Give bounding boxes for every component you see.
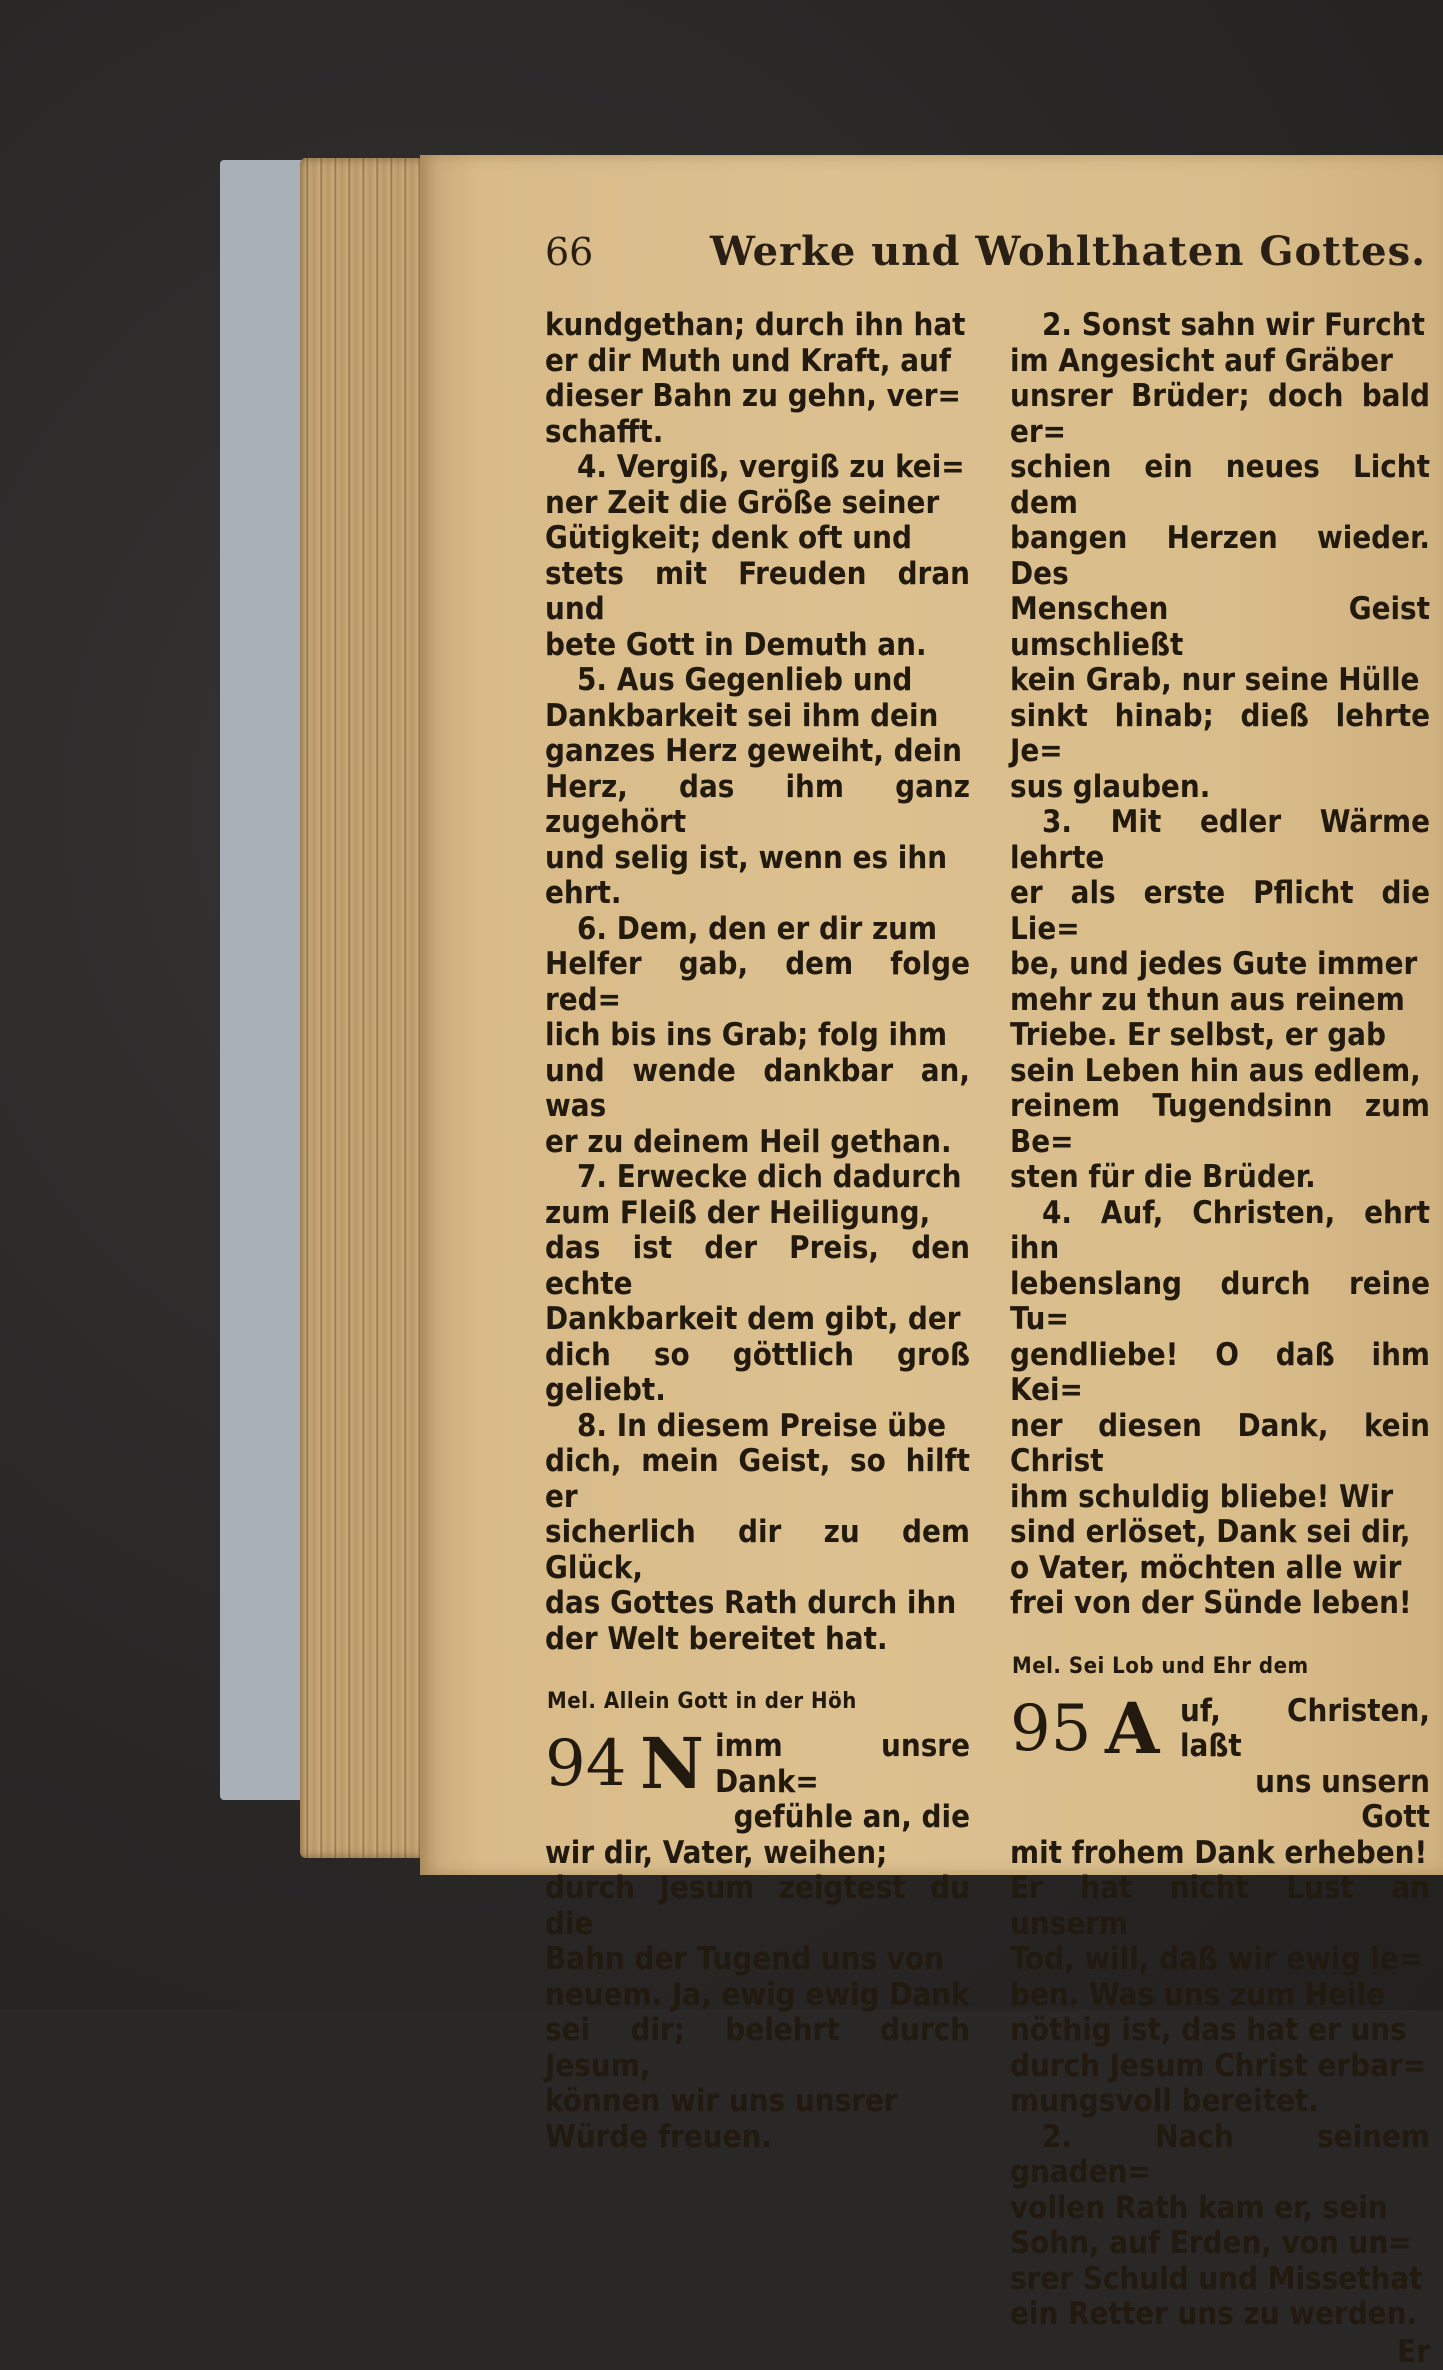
text-line: 5. Aus Gegenlieb und xyxy=(545,663,970,699)
text-line: können wir uns unsrer xyxy=(545,2084,970,2120)
verse-5 xyxy=(545,663,970,912)
text-line: 2. Nach seinem gnaden= xyxy=(1010,2120,1430,2191)
text-line: sein Leben hin aus edlem, xyxy=(1010,1054,1430,1090)
text-line: imm unsre Dank= xyxy=(715,1729,970,1800)
text-line: kein Grab, nur seine Hülle xyxy=(1010,663,1430,699)
hymn-94 xyxy=(545,1729,970,1836)
text-line: bete Gott in Demuth an. xyxy=(545,628,970,664)
text-line: Dankbarkeit dem gibt, der xyxy=(545,1302,970,1338)
melody-indication: Mel. Sei Lob und Ehr dem xyxy=(1010,1652,1430,1682)
text-line: durch Jesum zeigtest du die xyxy=(545,1871,970,1942)
text-line: uns unsern Gott xyxy=(1180,1765,1430,1836)
text-line: bangen Herzen wieder. Des xyxy=(1010,521,1430,592)
text-line: durch Jesum Christ erbar= xyxy=(1010,2049,1430,2085)
text-line: nöthig ist, das hat er uns xyxy=(1010,2013,1430,2049)
text-line: er als erste Pflicht die Lie= xyxy=(1010,876,1430,947)
text-line: 3. Mit edler Wärme lehrte xyxy=(1010,805,1430,876)
text-line: stets mit Freuden dran und xyxy=(545,557,970,628)
verse-4 xyxy=(1010,1196,1430,1622)
text-line: zum Fleiß der Heiligung, xyxy=(545,1196,970,1232)
running-title: Werke und Wohlthaten Gottes. xyxy=(710,228,1426,275)
text-line: ein Retter uns zu werden. xyxy=(1010,2297,1430,2333)
text-line: sei dir; belehrt durch Jesum, xyxy=(545,2013,970,2084)
text-line: und wende dankbar an, was xyxy=(545,1054,970,1125)
page-number: 66 xyxy=(545,230,593,274)
text-line: schafft. xyxy=(545,415,970,451)
verse-4 xyxy=(545,450,970,663)
text-line: ner diesen Dank, kein Christ xyxy=(1010,1409,1430,1480)
text-line: ben. Was uns zum Heile xyxy=(1010,1978,1430,2014)
text-line: mit frohem Dank erheben! xyxy=(1010,1836,1430,1872)
hymn-95 xyxy=(1010,1694,1430,1836)
text-line: ganzes Herz geweiht, dein xyxy=(545,734,970,770)
text-line: sus glauben. xyxy=(1010,770,1430,806)
text-line: das ist der Preis, den echte xyxy=(545,1231,970,1302)
verse-2 xyxy=(1010,308,1430,805)
text-line: o Vater, möchten alle wir xyxy=(1010,1551,1430,1587)
text-line: srer Schuld und Missethat xyxy=(1010,2262,1430,2298)
catchword: Er xyxy=(1010,2335,1430,2370)
left-column xyxy=(545,308,970,2155)
text-line: Helfer gab, dem folge red= xyxy=(545,947,970,1018)
text-line: mehr zu thun aus reinem xyxy=(1010,983,1430,1019)
text-line: lich bis ins Grab; folg ihm xyxy=(545,1018,970,1054)
drop-cap: A xyxy=(1105,1694,1159,1764)
text-line: Würde freuen. xyxy=(545,2120,970,2156)
text-line: be, und jedes Gute immer xyxy=(1010,947,1430,983)
text-line: 2. Sonst sahn wir Furcht xyxy=(1010,308,1430,344)
continuation-block xyxy=(545,308,970,450)
text-line: Herz, das ihm ganz zugehört xyxy=(545,770,970,841)
text-line: 6. Dem, den er dir zum xyxy=(545,912,970,948)
verse-3 xyxy=(1010,805,1430,1196)
text-line: Er hat nicht Lust an unserm xyxy=(1010,1871,1430,1942)
text-line: sten für die Brüder. xyxy=(1010,1160,1430,1196)
text-line: vollen Rath kam er, sein xyxy=(1010,2191,1430,2227)
text-line: frei von der Sünde leben! xyxy=(1010,1586,1430,1622)
text-line: schien ein neues Licht dem xyxy=(1010,450,1430,521)
verse-6 xyxy=(545,912,970,1161)
text-line: er dir Muth und Kraft, auf xyxy=(545,344,970,380)
text-line: gefühle an, die xyxy=(715,1800,970,1836)
text-line: dich so göttlich groß geliebt. xyxy=(545,1338,970,1409)
text-line: und selig ist, wenn es ihn xyxy=(545,841,970,877)
text-line: das Gottes Rath durch ihn xyxy=(545,1586,970,1622)
text-line: unsrer Brüder; doch bald er= xyxy=(1010,379,1430,450)
text-line: Bahn der Tugend uns von xyxy=(545,1942,970,1978)
text-line: lebenslang durch reine Tu= xyxy=(1010,1267,1430,1338)
book-page-edges xyxy=(300,158,440,1858)
text-line: kundgethan; durch ihn hat xyxy=(545,308,970,344)
text-line: neuem. Ja, ewig ewig Dank xyxy=(545,1978,970,2014)
text-line: mungsvoll bereitet. xyxy=(1010,2084,1430,2120)
text-line: reinem Tugendsinn zum Be= xyxy=(1010,1089,1430,1160)
text-line: Sohn, auf Erden, von un= xyxy=(1010,2226,1430,2262)
text-line: 7. Erwecke dich dadurch xyxy=(545,1160,970,1196)
right-column xyxy=(1010,308,1430,2370)
text-line: ner Zeit die Größe seiner xyxy=(545,486,970,522)
text-line: dich, mein Geist, so hilft er xyxy=(545,1444,970,1515)
text-line: ehrt. xyxy=(545,876,970,912)
text-line: dieser Bahn zu gehn, ver= xyxy=(545,379,970,415)
hymn-number: 94 xyxy=(545,1729,626,1799)
text-line: 4. Vergiß, vergiß zu kei= xyxy=(545,450,970,486)
text-line: uf, Christen, laßt xyxy=(1180,1694,1430,1765)
hymn-number: 95 xyxy=(1010,1694,1091,1764)
verse-8 xyxy=(545,1409,970,1658)
text-line: der Welt bereitet hat. xyxy=(545,1622,970,1658)
text-line: 8. In diesem Preise übe xyxy=(545,1409,970,1445)
text-line: sind erlöset, Dank sei dir, xyxy=(1010,1515,1430,1551)
melody-indication: Mel. Allein Gott in der Höh xyxy=(545,1687,970,1717)
text-line: sicherlich dir zu dem Glück, xyxy=(545,1515,970,1586)
drop-cap: N xyxy=(640,1729,704,1799)
text-line: ihm schuldig bliebe! Wir xyxy=(1010,1480,1430,1516)
text-line: sinkt hinab; dieß lehrte Je= xyxy=(1010,699,1430,770)
text-line: gendliebe! O daß ihm Kei= xyxy=(1010,1338,1430,1409)
text-line: im Angesicht auf Gräber xyxy=(1010,344,1430,380)
text-line: Dankbarkeit sei ihm dein xyxy=(545,699,970,735)
text-line: Menschen Geist umschließt xyxy=(1010,592,1430,663)
text-line: wir dir, Vater, weihen; xyxy=(545,1836,970,1872)
text-line: 4. Auf, Christen, ehrt ihn xyxy=(1010,1196,1430,1267)
verse-2 xyxy=(1010,2120,1430,2333)
text-line: Tod, will, daß wir ewig le= xyxy=(1010,1942,1430,1978)
text-line: er zu deinem Heil gethan. xyxy=(545,1125,970,1161)
text-line: Gütigkeit; denk oft und xyxy=(545,521,970,557)
verse-7 xyxy=(545,1160,970,1409)
text-line: Triebe. Er selbst, er gab xyxy=(1010,1018,1430,1054)
